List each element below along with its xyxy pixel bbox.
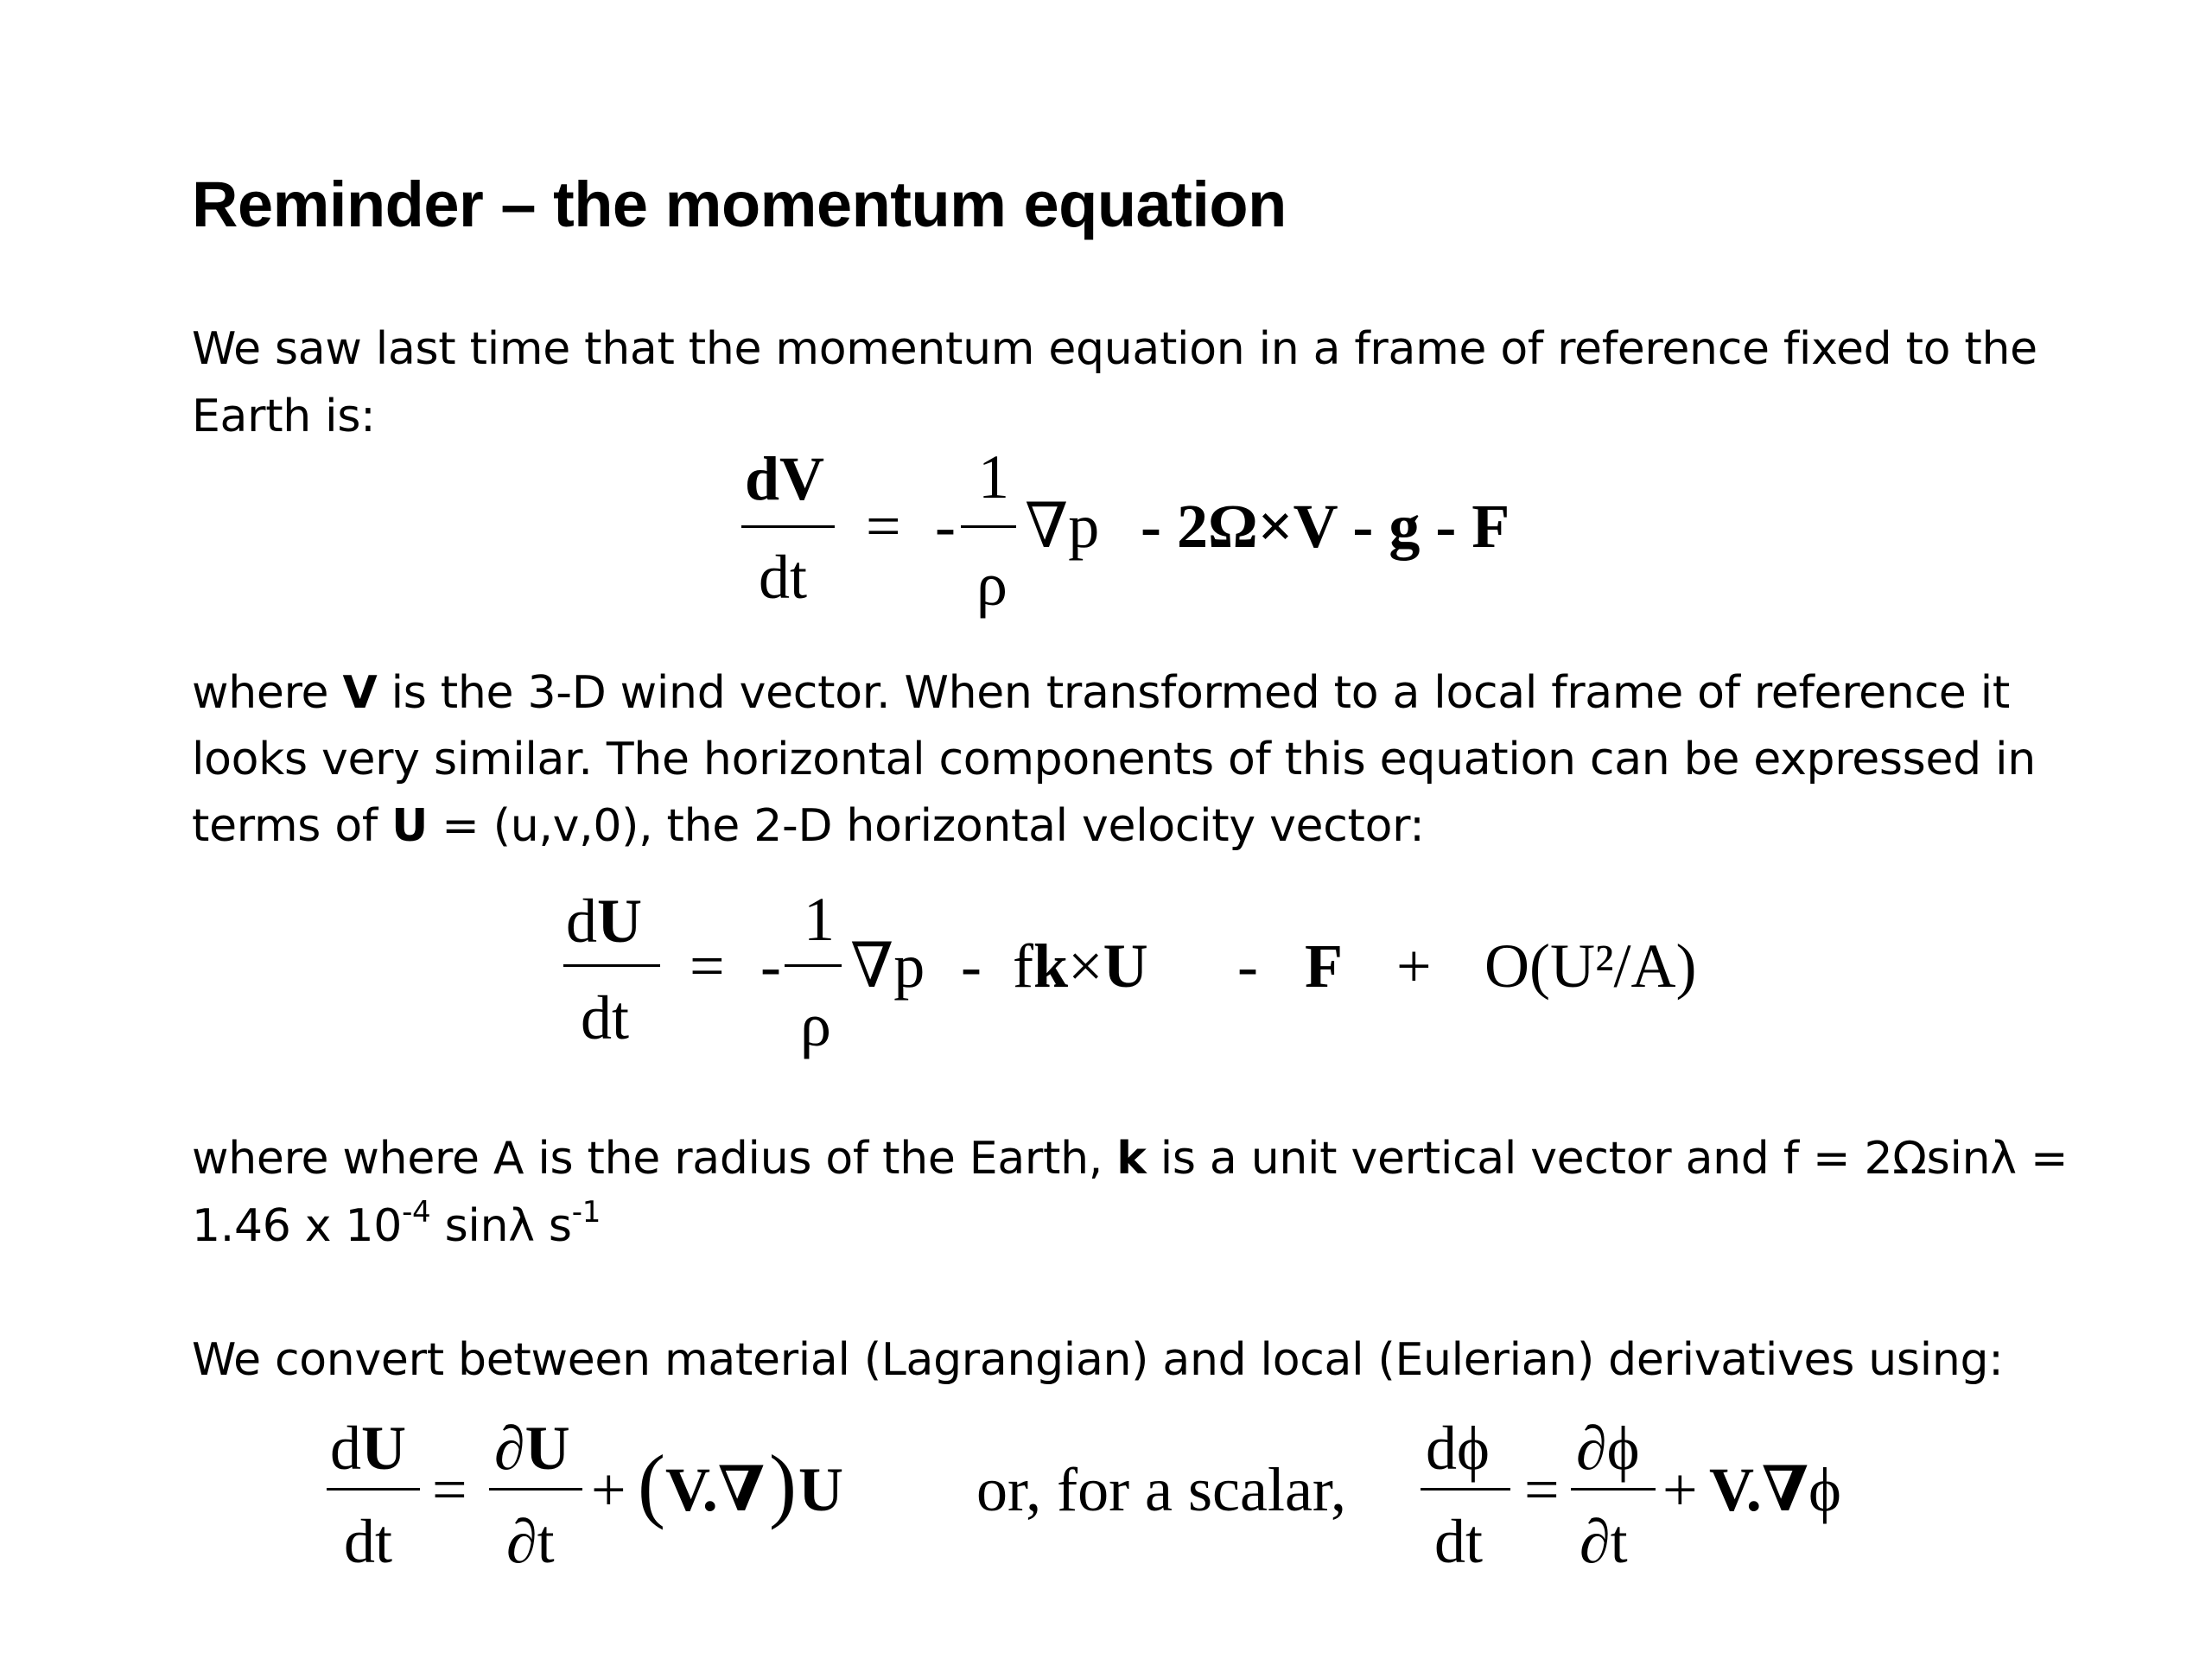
eq1-minus: - [935,492,956,561]
eq2-minus: - [760,931,781,1001]
paragraph-4: We convert between material (Lagrangian) and local (Eulerian) derivatives using: [192,1334,2004,1386]
eq2-lhs-fraction-bar [563,964,660,967]
eq3-scalar-plus: + [1662,1455,1698,1524]
eq3-plus: + [591,1455,626,1524]
eq3-open-paren: ( [638,1438,665,1530]
eq1-lhs-numerator: dV [745,444,825,513]
paragraph-2-line-2: looks very similar. The horizontal components of this equation can be expressed in [192,734,2036,785]
eq3-close-paren: ) [769,1438,797,1530]
paragraph-2-line-1: where V is the 3-D wind vector. When transformed to a local frame of reference it [192,667,2010,719]
eq1-frac-numerator: 1 [978,442,1009,512]
eq2-frac-numerator: 1 [804,885,835,954]
eq2-gradient-pressure: ∇p [850,931,925,1001]
eq3-partial-numerator: ∂U [494,1414,570,1483]
intro-line-1: We saw last time that the momentum equation in a frame of reference fixed to the [192,323,2037,375]
eq3-lhs-fraction-bar [327,1488,420,1491]
eq1-lhs-fraction-bar [741,525,835,528]
eq1-lhs-denominator: dt [759,543,808,612]
eq3-partial-fraction-bar [489,1488,582,1491]
eq3-advection-operator: V.∇ [665,1455,765,1524]
eq2-friction-term: - F [1237,931,1343,1001]
eq1-remaining-terms: - 2Ω×V - g - F [1141,492,1510,561]
eq3-advected-U: U [798,1455,843,1524]
paragraph-2-line-3: terms of U = (u,v,0), the 2-D horizontal velocity vector: [192,800,1425,852]
paragraph-3-line-2: 1.46 x $10^{-4}$ sinλ $s^{-1}$ [192,1194,601,1252]
eq2-equals: = [690,931,725,1001]
eq3-equals: = [432,1455,467,1524]
eq2-lhs-denominator: dt [581,983,630,1052]
eq3-lhs-denominator: dt [344,1507,393,1576]
paragraph-3-line-1: where where A is the radius of the Earth, k is a unit vertical vector and f = 2Ωsinλ = [192,1133,2069,1185]
eq3-partial-denominator: ∂t [506,1507,555,1576]
eq1-equals: = [866,492,901,561]
eq2-lhs-numerator: dU [566,887,642,956]
eq2-frac-denominator: ρ [800,990,831,1059]
eq3-scalar-numerator: dϕ [1426,1414,1490,1483]
eq3-connector-text: or, for a scalar, [976,1455,1346,1524]
eq2-plus: + [1396,931,1432,1001]
eq3-scalar-fraction-bar [1421,1488,1510,1491]
eq3-scalar-partial-numerator: ∂ϕ [1576,1414,1640,1483]
eq3-scalar-partial-fraction-bar [1571,1488,1656,1491]
eq3-scalar-denominator: dt [1434,1507,1484,1576]
eq2-order-term: O(U²/A) [1484,931,1697,1001]
eq2-frac-bar [785,964,842,967]
slide-title: Reminder – the momentum equation [192,168,1287,240]
eq2-coriolis-term: - fk×U [961,931,1148,1001]
eq1-frac-denominator: ρ [976,550,1007,619]
eq3-scalar-advection: V.∇ϕ [1709,1455,1841,1524]
eq3-lhs-numerator: dU [330,1414,406,1483]
eq3-scalar-equals: = [1524,1455,1560,1524]
eq1-gradient-pressure: ∇p [1025,492,1100,561]
eq1-frac-bar [961,525,1016,528]
eq3-scalar-partial-denominator: ∂t [1580,1507,1628,1576]
intro-line-2: Earth is: [192,391,376,442]
